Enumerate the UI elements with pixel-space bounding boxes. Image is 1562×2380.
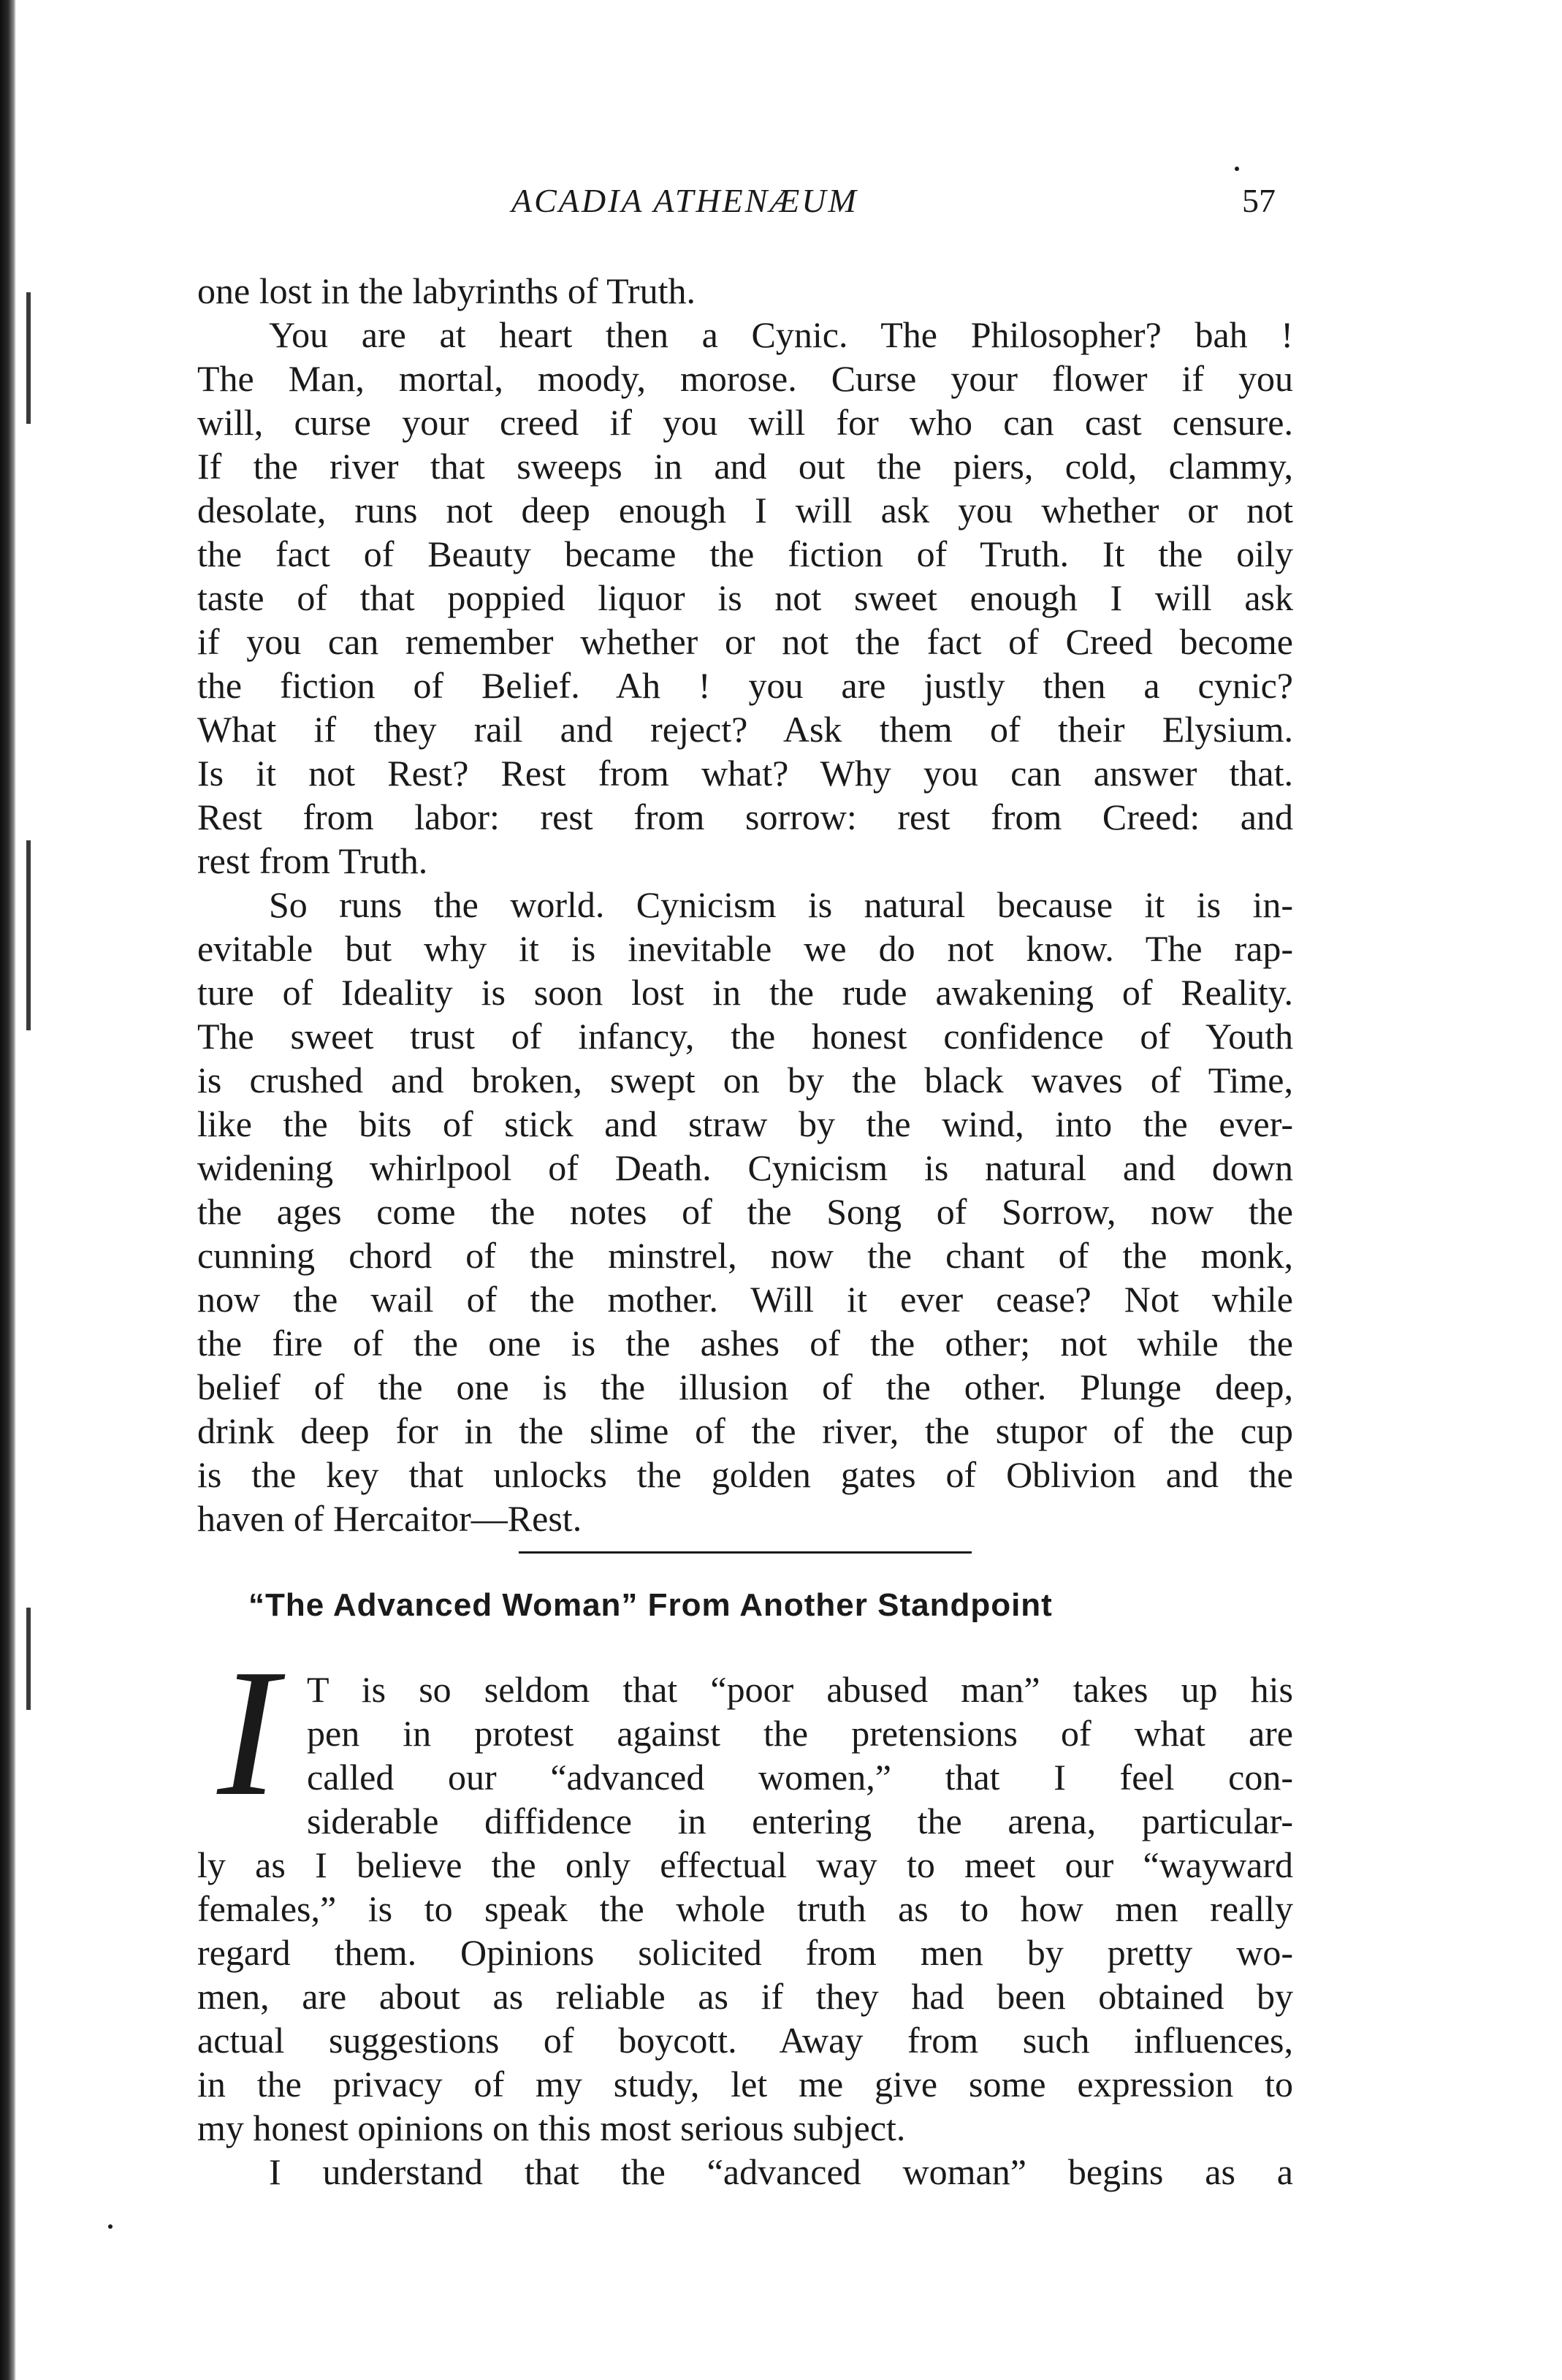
- text-line: one lost in the labyrinths of Truth.: [197, 270, 696, 311]
- text-line: will, curse your creed if you will for who can cast censure.: [197, 402, 1293, 443]
- text-line: taste of that poppied liquor is not sweet enough I will ask: [197, 577, 1293, 618]
- text-line: evitable but why it is inevitable we do not know. The rap-: [197, 928, 1293, 969]
- text-line: You are at heart then a Cynic. The Philosopher? bah !: [269, 314, 1293, 355]
- page-number: 57: [1242, 182, 1276, 219]
- text-line: haven of Hercaitor—Rest.: [197, 1498, 582, 1539]
- binding-speck: [26, 840, 31, 1030]
- text-line: called our “advanced women,” that I feel con-: [307, 1757, 1293, 1798]
- text-line: is crushed and broken, swept on by the black waves of Time,: [197, 1060, 1293, 1100]
- text-line: rest from Truth.: [197, 840, 428, 881]
- text-line: the ages come the notes of the Song of Sorrow, now the: [197, 1191, 1293, 1232]
- drop-cap: I: [217, 1632, 278, 1834]
- ink-speck: [108, 2224, 113, 2229]
- text-line: desolate, runs not deep enough I will ask you whether or not: [197, 490, 1293, 531]
- text-line: pen in protest against the pretensions of what are: [307, 1713, 1293, 1754]
- text-line: like the bits of stick and straw by the wind, into the ever-: [197, 1103, 1293, 1144]
- new-article-body: [197, 1668, 1293, 2194]
- text-line: now the wail of the mother. Will it ever cease? Not while: [197, 1279, 1293, 1320]
- text-line: is the key that unlocks the golden gates of Oblivion and the: [197, 1454, 1293, 1495]
- binding-speck: [26, 292, 31, 424]
- text-line: T is so seldom that “poor abused man” takes up his: [307, 1669, 1293, 1710]
- text-line: the fact of Beauty became the fiction of Truth. It the oily: [197, 533, 1293, 574]
- text-line: Is it not Rest? Rest from what? Why you can answer that.: [197, 753, 1293, 794]
- text-line: my honest opinions on this most serious subject.: [197, 2107, 906, 2148]
- running-head: ACADIA ATHENÆUM: [511, 182, 858, 219]
- text-line: siderable diffidence in entering the arena, particular-: [307, 1801, 1293, 1841]
- text-line: widening whirlpool of Death. Cynicism is natural and down: [197, 1147, 1293, 1188]
- text-line: The Man, mortal, moody, morose. Curse your flower if you: [197, 358, 1293, 399]
- text-line: the fiction of Belief. Ah ! you are justly then a cynic?: [197, 665, 1293, 706]
- ink-speck: [1235, 167, 1239, 171]
- text-line: the fire of the one is the ashes of the other; not while the: [197, 1323, 1293, 1364]
- text-line: What if they rail and reject? Ask them of their Elysium.: [197, 709, 1293, 750]
- binding-edge: [0, 0, 16, 2380]
- text-line: actual suggestions of boycott. Away from such influences,: [197, 2020, 1293, 2061]
- article-title: “The Advanced Woman” From Another Standpoint: [248, 1587, 1053, 1623]
- binding-speck: [26, 1608, 31, 1710]
- text-line: Rest from labor: rest from sorrow: rest from Creed: and: [197, 796, 1293, 837]
- continued-article: [197, 269, 1293, 1540]
- text-line: belief of the one is the illusion of the other. Plunge deep,: [197, 1366, 1293, 1407]
- text-line: cunning chord of the minstrel, now the chant of the monk,: [197, 1235, 1293, 1276]
- text-line: The sweet trust of infancy, the honest confidence of Youth: [197, 1016, 1293, 1057]
- text-line: drink deep for in the slime of the river, the stupor of the cup: [197, 1410, 1293, 1451]
- text-line: ly as I believe the only effectual way to meet our “wayward: [197, 1844, 1293, 1885]
- text-line: So runs the world. Cynicism is natural because it is in-: [269, 884, 1293, 925]
- text-line: I understand that the “advanced woman” begins as a: [269, 2151, 1293, 2192]
- text-line: if you can remember whether or not the fact of Creed become: [197, 621, 1293, 662]
- text-line: in the privacy of my study, let me give some expression to: [197, 2064, 1293, 2105]
- section-divider: [519, 1551, 972, 1554]
- text-line: females,” is to speak the whole truth as to how men really: [197, 1888, 1293, 1929]
- text-line: regard them. Opinions solicited from men by pretty wo-: [197, 1932, 1293, 1973]
- text-line: men, are about as reliable as if they had been obtained by: [197, 1976, 1293, 2017]
- text-line: ture of Ideality is soon lost in the rude awakening of Reality.: [197, 972, 1293, 1013]
- text-line: If the river that sweeps in and out the piers, cold, clammy,: [197, 446, 1293, 487]
